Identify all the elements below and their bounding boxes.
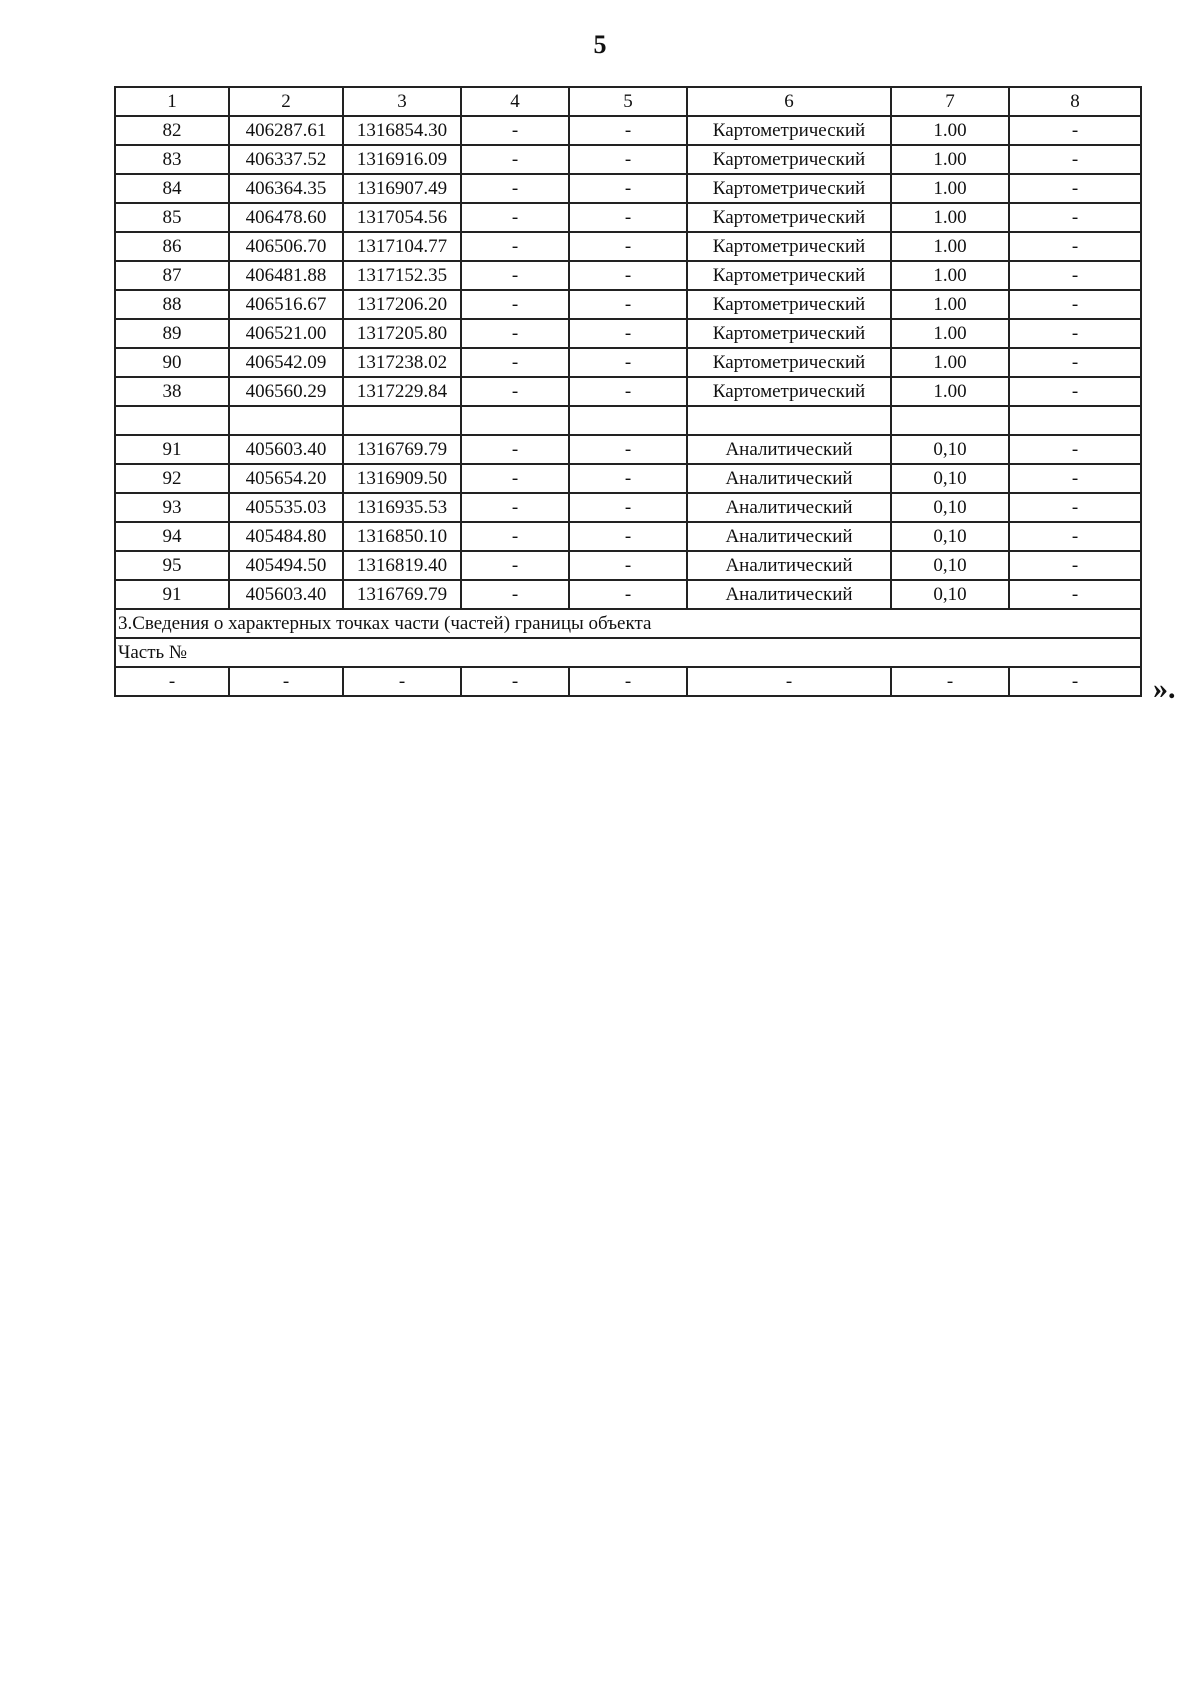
table-cell: 84 [115, 174, 229, 203]
table-cell: 83 [115, 145, 229, 174]
table-cell: - [1009, 290, 1141, 319]
table-cell: 0,10 [891, 580, 1009, 609]
table-cell: 5 [569, 87, 687, 116]
table-cell: - [461, 551, 569, 580]
table-cell: 405494.50 [229, 551, 343, 580]
table-cell: 91 [115, 580, 229, 609]
table-cell: 94 [115, 522, 229, 551]
part-label-row-cell: Часть № [115, 638, 1141, 667]
table-cell: 1317104.77 [343, 232, 461, 261]
table-cell: 89 [115, 319, 229, 348]
table-cell: - [461, 464, 569, 493]
table-cell [569, 406, 687, 435]
table-cell: 1317054.56 [343, 203, 461, 232]
table-cell: 3 [343, 87, 461, 116]
table-cell: 1317229.84 [343, 377, 461, 406]
table-cell: - [461, 203, 569, 232]
table-cell: 1316909.50 [343, 464, 461, 493]
table-cell: - [461, 319, 569, 348]
table-row [115, 290, 1141, 319]
table-cell: Картометрический [687, 203, 891, 232]
table-cell: 405603.40 [229, 435, 343, 464]
table-cell: - [1009, 174, 1141, 203]
table-cell: 405484.80 [229, 522, 343, 551]
table-cell: - [461, 116, 569, 145]
table-cell: - [569, 348, 687, 377]
table-cell: - [461, 232, 569, 261]
table-cell: - [461, 667, 569, 696]
table-cell: Картометрический [687, 145, 891, 174]
table-cell [461, 406, 569, 435]
table-cell: 1.00 [891, 348, 1009, 377]
table-cell: 406337.52 [229, 145, 343, 174]
table-cell: 95 [115, 551, 229, 580]
table-cell: 1317205.80 [343, 319, 461, 348]
table-cell: 1.00 [891, 116, 1009, 145]
table-cell: - [1009, 348, 1141, 377]
coordinates-table [114, 86, 1142, 697]
table-cell: 90 [115, 348, 229, 377]
table-row [115, 261, 1141, 290]
table-row [115, 464, 1141, 493]
table-cell: - [569, 580, 687, 609]
table-cell: Картометрический [687, 319, 891, 348]
table-cell: 93 [115, 493, 229, 522]
table-row [115, 667, 1141, 696]
closing-quote: ». [1153, 672, 1176, 705]
table-row [115, 319, 1141, 348]
table-cell: 1.00 [891, 319, 1009, 348]
table-cell [229, 406, 343, 435]
table-row [115, 232, 1141, 261]
table-cell [343, 406, 461, 435]
table-cell: - [1009, 145, 1141, 174]
table-cell: 92 [115, 464, 229, 493]
table-cell: - [461, 435, 569, 464]
table-cell: - [1009, 464, 1141, 493]
table-cell: - [569, 435, 687, 464]
table-cell: 82 [115, 116, 229, 145]
table-cell: - [461, 174, 569, 203]
table-cell: Аналитический [687, 435, 891, 464]
table-cell [687, 406, 891, 435]
table-cell: 1 [115, 87, 229, 116]
table-cell: 0,10 [891, 493, 1009, 522]
table-cell: Картометрический [687, 377, 891, 406]
table-row [115, 493, 1141, 522]
table-cell: - [1009, 116, 1141, 145]
table-cell: - [461, 261, 569, 290]
table-cell: - [569, 667, 687, 696]
table-cell: 0,10 [891, 464, 1009, 493]
table-cell: 1316935.53 [343, 493, 461, 522]
section3-title-row [115, 609, 1141, 638]
table-cell: 406521.00 [229, 319, 343, 348]
table-cell: 1317238.02 [343, 348, 461, 377]
table-cell: 1316769.79 [343, 580, 461, 609]
table-cell: - [1009, 377, 1141, 406]
table-cell: 1316916.09 [343, 145, 461, 174]
table-cell: - [569, 464, 687, 493]
part-label-row [115, 638, 1141, 667]
table-cell: 406478.60 [229, 203, 343, 232]
table-cell: - [569, 377, 687, 406]
header-row [115, 87, 1141, 116]
table-cell: - [569, 116, 687, 145]
table-cell: - [1009, 232, 1141, 261]
table-row [115, 348, 1141, 377]
table-cell: Картометрический [687, 261, 891, 290]
table-cell: - [569, 319, 687, 348]
table-cell: 91 [115, 435, 229, 464]
table-cell: 0,10 [891, 522, 1009, 551]
table-cell: - [687, 667, 891, 696]
table-cell: 1317206.20 [343, 290, 461, 319]
section3-title-row-cell: 3.Сведения о характерных точках части (частей) границы объекта [115, 609, 1141, 638]
table-cell: - [569, 203, 687, 232]
table-cell: 406364.35 [229, 174, 343, 203]
table-row [115, 580, 1141, 609]
table-cell: 87 [115, 261, 229, 290]
table-cell: Картометрический [687, 174, 891, 203]
table-cell: - [1009, 319, 1141, 348]
table-cell: 88 [115, 290, 229, 319]
table-cell: - [569, 551, 687, 580]
table-cell: 1.00 [891, 145, 1009, 174]
table-cell: - [461, 348, 569, 377]
table-cell: - [1009, 551, 1141, 580]
table-cell: - [569, 174, 687, 203]
table-cell: 1316769.79 [343, 435, 461, 464]
table-cell: - [229, 667, 343, 696]
table-cell: - [343, 667, 461, 696]
table-cell: 0,10 [891, 551, 1009, 580]
table-cell: Картометрический [687, 116, 891, 145]
table-cell: 4 [461, 87, 569, 116]
table-cell: 85 [115, 203, 229, 232]
table-cell [891, 406, 1009, 435]
table-cell: 1.00 [891, 261, 1009, 290]
table-cell: - [569, 261, 687, 290]
table-cell: - [569, 493, 687, 522]
table-cell: 406287.61 [229, 116, 343, 145]
table-row [115, 203, 1141, 232]
table-cell: - [1009, 435, 1141, 464]
table-cell: - [1009, 580, 1141, 609]
table-cell: - [569, 145, 687, 174]
table-cell: - [1009, 261, 1141, 290]
table-cell: 1317152.35 [343, 261, 461, 290]
table-cell: - [461, 377, 569, 406]
table-cell: 406506.70 [229, 232, 343, 261]
table-cell: Картометрический [687, 232, 891, 261]
table-row [115, 522, 1141, 551]
table-cell: - [461, 290, 569, 319]
table-cell: - [461, 493, 569, 522]
table-cell: - [1009, 522, 1141, 551]
table-cell: Аналитический [687, 493, 891, 522]
table-cell: 1.00 [891, 290, 1009, 319]
table-cell: 1.00 [891, 232, 1009, 261]
table-row [115, 145, 1141, 174]
table-cell [115, 406, 229, 435]
table-cell: - [569, 232, 687, 261]
table-cell: - [1009, 667, 1141, 696]
table-cell: 6 [687, 87, 891, 116]
table-cell: - [569, 290, 687, 319]
table-cell: 1.00 [891, 203, 1009, 232]
table-cell: 0,10 [891, 435, 1009, 464]
table-cell: 406542.09 [229, 348, 343, 377]
table-cell: Аналитический [687, 551, 891, 580]
table-cell: 406560.29 [229, 377, 343, 406]
table-cell: Аналитический [687, 580, 891, 609]
table-cell: 1.00 [891, 174, 1009, 203]
table-row [115, 551, 1141, 580]
table-cell: Картометрический [687, 348, 891, 377]
table-cell: Картометрический [687, 290, 891, 319]
table-cell: 1316819.40 [343, 551, 461, 580]
table-cell: - [115, 667, 229, 696]
table-cell: 406516.67 [229, 290, 343, 319]
table-cell: - [569, 522, 687, 551]
table-cell [1009, 406, 1141, 435]
table-cell: 1316854.30 [343, 116, 461, 145]
table-cell: - [1009, 493, 1141, 522]
table-cell: 405603.40 [229, 580, 343, 609]
table-row [115, 116, 1141, 145]
table-cell: - [1009, 203, 1141, 232]
page-number: 5 [593, 30, 607, 59]
table-cell: 1.00 [891, 377, 1009, 406]
table-cell: 86 [115, 232, 229, 261]
table-cell: - [461, 145, 569, 174]
table-row [115, 377, 1141, 406]
table-cell: 405535.03 [229, 493, 343, 522]
table-cell: - [461, 522, 569, 551]
table-cell: Аналитический [687, 522, 891, 551]
table-cell: 405654.20 [229, 464, 343, 493]
empty-separator-row [115, 406, 1141, 435]
table-cell: 38 [115, 377, 229, 406]
table-cell: 2 [229, 87, 343, 116]
table-cell: - [891, 667, 1009, 696]
table-cell: 7 [891, 87, 1009, 116]
table-row [115, 435, 1141, 464]
table-cell: 8 [1009, 87, 1141, 116]
table-cell: 406481.88 [229, 261, 343, 290]
table-cell: Аналитический [687, 464, 891, 493]
table-row [115, 174, 1141, 203]
table-cell: - [461, 580, 569, 609]
table-cell: 1316907.49 [343, 174, 461, 203]
table-cell: 1316850.10 [343, 522, 461, 551]
